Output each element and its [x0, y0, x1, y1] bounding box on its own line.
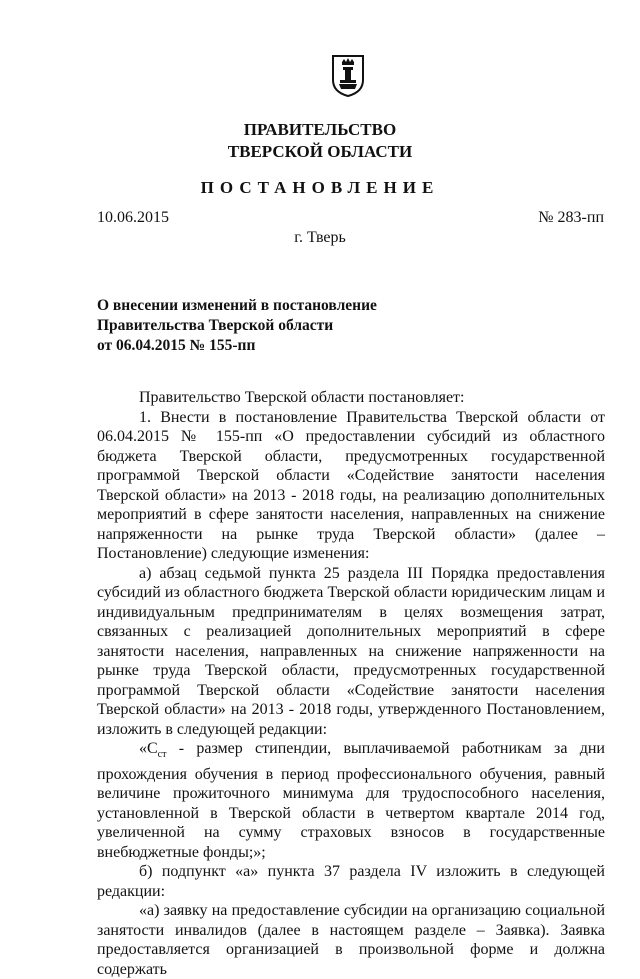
org-name-line2: ТВЕРСКОЙ ОБЛАСТИ — [227, 142, 413, 161]
document-body — [97, 388, 605, 979]
quote-rest: - размер стипендии, выплачиваемой работникам за дни прохождения обучения в период профессионального обучения, равный величине прожиточного минимума для трудоспособного населения, установленной в Тверской области в четвертом квартале 2014 год, увеличенной на сумму страховых взносов в государственные внебюджетные фонды;»; — [97, 740, 605, 861]
paragraph-preamble: Правительство Тверской области постановляет: — [139, 389, 465, 406]
document-subject — [97, 296, 377, 356]
org-name-line1: ПРАВИТЕЛЬСТВО — [243, 120, 397, 139]
document-type: ПОСТАНОВЛЕНИЕ — [200, 178, 440, 197]
paragraph-item-1: 1. Внести в постановление Правительства Тверской области от 06.04.2015 № 155-пп «О предоставлении субсидий из областного бюджета Тверской области, предусмотренных государственной программой Тверской области «Содействие занятости населения Тверской области» на 2013 - 2018 годы, на реализацию дополнительных мероприятий в сфере занятости населения, направленных на снижение напряженности на рынке труда Тверской области» (далее – Постановление) следующие изменения: — [97, 408, 605, 562]
document-date: 10.06.2015 — [97, 209, 169, 226]
coat-of-arms-icon — [331, 54, 365, 98]
paragraph-subitem-a: а) абзац седьмой пункта 25 раздела III Порядка предоставления субсидий из областного бюджета Тверской области юридическим лицам и индивидуальным предпринимателям в целях возмещения затрат, связанных с реализацией дополнительных мероприятий в сфере занятости населения, направленных на снижение напряженности на рынке труда Тверской области, предусмотренных государственной программой Тверской области «Содействие занятости населения Тверской области» на 2013 - 2018 годы, утвержденного Постановлением, изложить в следующей редакции: — [97, 564, 605, 738]
subject-line1: О внесении изменений в постановление — [97, 297, 377, 314]
paragraph-subitem-b: б) подпункт «а» пункта 37 раздела IV изложить в следующей редакции: — [97, 863, 605, 900]
subject-line3: от 06.04.2015 № 155-пп — [97, 337, 256, 354]
paragraph-quote-cst — [97, 739, 605, 862]
city: г. Тверь — [294, 229, 346, 246]
paragraph-quote-a: «а) заявку на предоставление субсидии на организацию социальной занятости инвалидов (далее в настоящем разделе – Заявка). Заявка предоставляется организацией в произвольной форме и должна содержать — [97, 902, 605, 978]
subscript-st: ст — [157, 749, 167, 761]
quote-open: «С — [139, 740, 158, 757]
document-number: № 283-пп — [538, 209, 604, 226]
subject-line2: Правительства Тверской области — [97, 317, 334, 334]
